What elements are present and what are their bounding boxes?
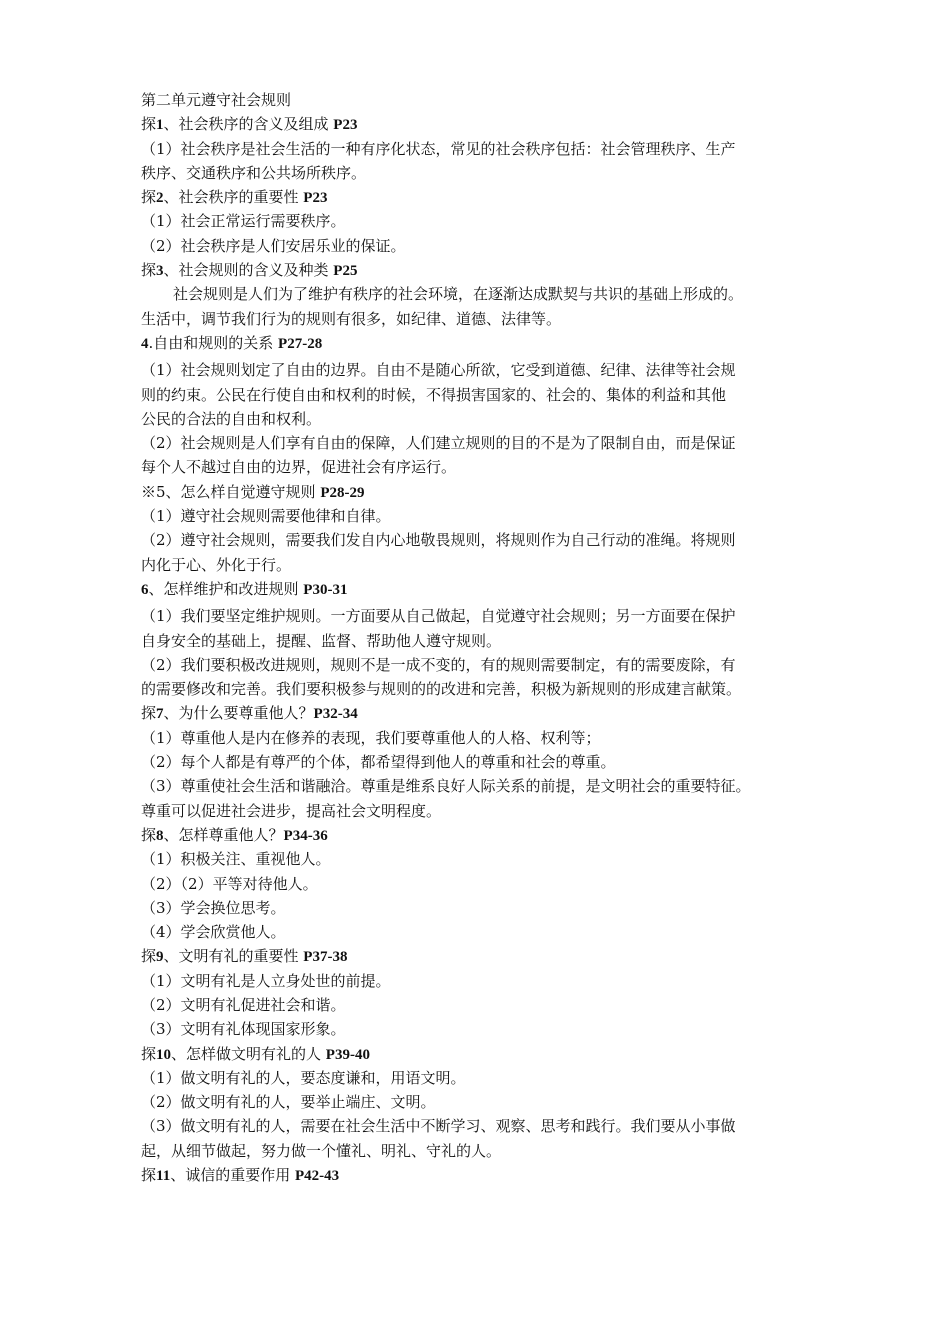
text-segment: 探 <box>141 704 157 723</box>
text-line <box>141 383 831 407</box>
text-segment: ※5、怎么样自觉遵守规则 <box>141 482 321 501</box>
text-line <box>141 1163 831 1187</box>
text-line <box>141 1017 831 1041</box>
text-line <box>141 504 831 528</box>
text-line <box>141 553 831 577</box>
text-segment: （1）我们要坚定维护规则。一方面要从自己做起，自觉遵守社会规则；另一方面要在保护 <box>141 607 736 626</box>
text-segment: （1）做文明有礼的人，要态度谦和，用语文明。 <box>141 1068 466 1087</box>
bold-text: P23 <box>333 117 358 134</box>
bold-text: P25 <box>333 263 358 280</box>
bold-text: 4 <box>141 335 149 352</box>
text-segment: （1）文明有礼是人立身处世的前提。 <box>141 971 391 990</box>
bold-text: P39-40 <box>325 1046 370 1063</box>
text-line <box>141 161 831 185</box>
bold-text: P37-38 <box>303 949 348 966</box>
text-line <box>141 431 831 455</box>
text-segment: （2）（2）平等对待他人。 <box>141 874 318 893</box>
text-segment: 探 <box>141 115 157 134</box>
text-segment: （2）遵守社会规则，需要我们发自内心地敬畏规则，将规则作为自己行动的准绳。将规则 <box>141 531 736 550</box>
text-segment: （1）尊重他人是内在修养的表现，我们要尊重他人的人格、权利等； <box>141 728 601 747</box>
text-segment: 、怎样维护和改进规则 <box>148 579 304 598</box>
text-line <box>141 234 831 258</box>
text-line <box>141 969 831 993</box>
text-line <box>141 1042 831 1066</box>
bold-text: P28-29 <box>320 484 365 501</box>
text-segment: 、怎样做文明有礼的人 <box>171 1044 326 1063</box>
text-segment: 、社会规则的含义及种类 <box>163 261 334 280</box>
text-segment: 、社会秩序的重要性 <box>163 188 304 207</box>
bold-text: 6 <box>141 581 149 598</box>
text-segment: 、诚信的重要作用 <box>170 1166 295 1185</box>
text-line <box>141 774 831 798</box>
text-line <box>141 185 831 209</box>
bold-text: P42-43 <box>294 1168 340 1185</box>
text-segment: （3）文明有礼体现国家形象。 <box>141 1020 346 1039</box>
bold-text: 11 <box>156 1168 171 1185</box>
text-line <box>141 896 831 920</box>
text-segment: 探 <box>141 1166 157 1185</box>
text-line <box>141 799 831 823</box>
text-segment: 的需要修改和完善。我们要积极参与规则的的改进和完善，积极为新规则的形成建言献策。 <box>141 680 742 699</box>
text-line <box>141 872 831 896</box>
text-segment: 探 <box>141 1044 157 1063</box>
text-segment: 第二单元遵守社会规则 <box>141 91 292 109</box>
text-line <box>141 1090 831 1114</box>
text-segment: （2）做文明有礼的人，要举止端庄、文明。 <box>141 1093 436 1112</box>
text-segment: （2）每个人都是有尊严的个体，都希望得到他人的尊重和社会的尊重。 <box>141 753 616 772</box>
text-line <box>141 137 831 161</box>
text-line <box>141 307 831 331</box>
text-segment: （1）社会秩序是社会生活的一种有序化状态，常见的社会秩序包括：社会管理秩序、生产 <box>141 139 736 158</box>
text-line <box>141 847 831 871</box>
text-segment: （4）学会欣赏他人。 <box>141 923 286 942</box>
text-segment: （1）社会规则划定了自由的边界。自由不是随心所欲，它受到道德、纪律、法律等社会规 <box>141 361 736 380</box>
text-segment: .自由和规则的关系 <box>148 333 279 352</box>
text-segment: 探 <box>141 825 157 844</box>
bold-text: P30-31 <box>303 581 348 598</box>
text-segment: 起，从细节做起，努力做一个懂礼、明礼、守礼的人。 <box>141 1141 502 1160</box>
text-segment: 、为什么要尊重他人？ <box>163 704 314 723</box>
bold-text: 9 <box>156 949 164 966</box>
text-line <box>141 282 831 306</box>
text-segment: 、怎样尊重他人？ <box>163 825 284 844</box>
bold-text: 10 <box>156 1046 172 1063</box>
text-line <box>141 944 831 968</box>
bold-text: P23 <box>303 190 328 207</box>
text-segment: （3）做文明有礼的人，需要在社会生活中不断学习、观察、思考和践行。我们要从小事做 <box>141 1117 736 1136</box>
text-segment: 探 <box>141 188 157 207</box>
text-line <box>141 1114 831 1138</box>
text-segment: （1）积极关注、重视他人。 <box>141 850 331 869</box>
text-segment: （1）遵守社会规则需要他律和自律。 <box>141 507 391 526</box>
text-line <box>141 1066 831 1090</box>
text-line <box>141 112 831 136</box>
text-line <box>141 653 831 677</box>
bold-text: 1 <box>156 117 164 134</box>
text-segment: （3）学会换位思考。 <box>141 898 286 917</box>
text-line <box>141 823 831 847</box>
text-segment: （3）尊重使社会生活和谐融洽。尊重是维系良好人际关系的前提，是文明社会的重要特征。 <box>141 777 751 796</box>
text-line <box>141 258 831 282</box>
text-segment: （2）我们要积极改进规则，规则不是一成不变的，有的规则需要制定，有的需要废除，有 <box>141 655 736 674</box>
text-segment: 自身安全的基础上，提醒、监督、帮助他人遵守规则。 <box>141 631 502 650</box>
text-segment: （2）文明有礼促进社会和谐。 <box>141 995 346 1014</box>
text-line <box>141 701 831 725</box>
text-segment: （1）社会正常运行需要秩序。 <box>141 212 346 231</box>
text-segment: 探 <box>141 261 157 280</box>
text-line <box>141 358 831 382</box>
text-segment: 社会规则是人们为了维护有秩序的社会环境，在逐渐达成默契与共识的基础上形成的。 <box>173 285 744 304</box>
text-segment: 每个人不越过自由的边界，促进社会有序运行。 <box>141 458 457 477</box>
bold-text: P32-34 <box>313 706 358 723</box>
bold-text: P27-28 <box>278 335 323 352</box>
bold-text: 7 <box>156 706 164 723</box>
text-line <box>141 629 831 653</box>
document-body <box>141 88 831 1187</box>
text-line <box>141 577 831 601</box>
text-line <box>141 331 831 355</box>
text-line <box>141 480 831 504</box>
bold-text: 3 <box>156 263 164 280</box>
text-line <box>141 750 831 774</box>
text-segment: 则的约束。公民在行使自由和权利的时候，不得损害国家的、社会的、集体的利益和其他 <box>141 385 727 404</box>
text-segment: （2）社会秩序是人们安居乐业的保证。 <box>141 236 406 255</box>
text-line <box>141 407 831 431</box>
text-segment: 秩序、交通秩序和公共场所秩序。 <box>141 163 367 182</box>
text-segment: 探 <box>141 947 157 966</box>
text-segment: （2）社会规则是人们享有自由的保障，人们建立规则的目的不是为了限制自由，而是保证 <box>141 434 736 453</box>
text-line <box>141 604 831 628</box>
text-line <box>141 88 831 112</box>
bold-text: 2 <box>156 190 164 207</box>
text-line <box>141 1139 831 1163</box>
text-segment: 尊重可以促进社会进步，提高社会文明程度。 <box>141 801 442 820</box>
text-line <box>141 209 831 233</box>
text-segment: 公民的合法的自由和权利。 <box>141 409 322 428</box>
text-segment: 内化于心、外化于行。 <box>141 555 292 574</box>
text-segment: 、社会秩序的含义及组成 <box>163 115 334 134</box>
text-line <box>141 993 831 1017</box>
bold-text: P34-36 <box>283 827 328 844</box>
text-line <box>141 920 831 944</box>
text-line <box>141 677 831 701</box>
text-line <box>141 726 831 750</box>
text-segment: 生活中，调节我们行为的规则有很多，如纪律、道德、法律等。 <box>141 309 562 328</box>
text-line <box>141 528 831 552</box>
text-line <box>141 455 831 479</box>
bold-text: 8 <box>156 827 164 844</box>
text-segment: 、文明有礼的重要性 <box>163 947 304 966</box>
